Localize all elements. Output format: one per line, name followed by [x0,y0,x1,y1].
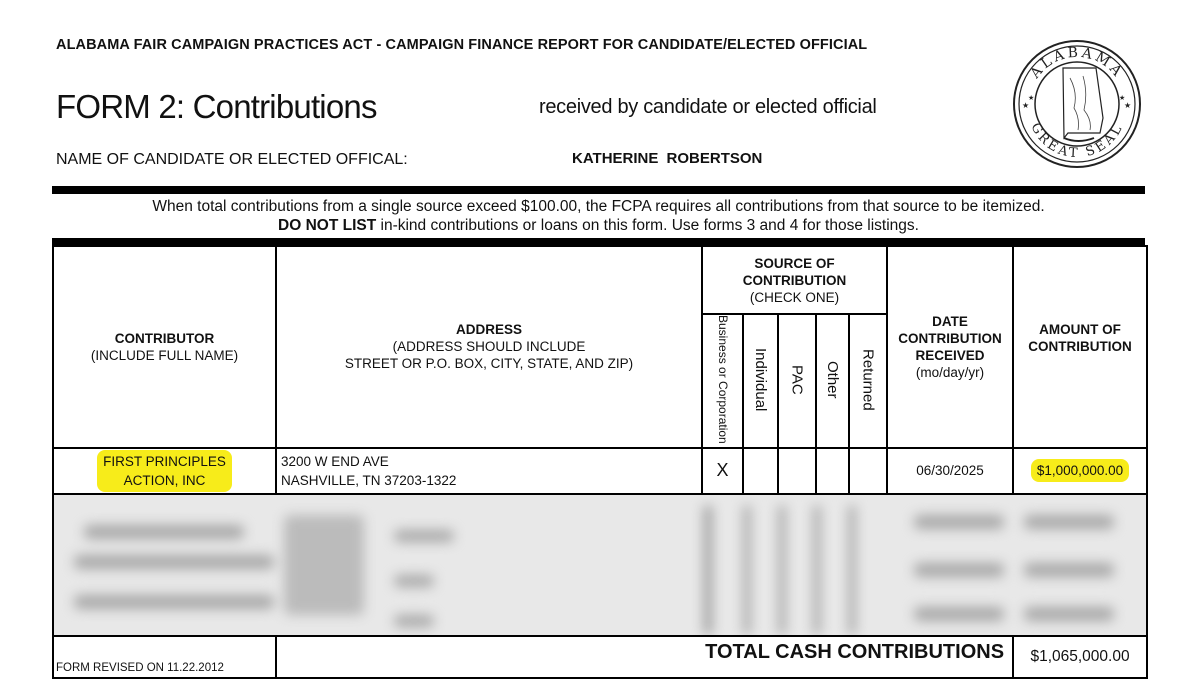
total-cash-label: TOTAL CASH CONTRIBUTIONS [276,636,1013,678]
report-header-title: ALABAMA FAIR CAMPAIGN PRACTICES ACT - CAMPAIGN FINANCE REPORT FOR CANDIDATE/ELECTED OFFICIAL [56,37,868,53]
svg-text:★: ★ [1028,95,1035,102]
candidate-label: NAME OF CANDIDATE OR ELECTED OFFICAL: [56,151,408,168]
total-row [53,636,1147,678]
top-divider-bar [52,186,1145,194]
candidate-name: KATHERINE ROBERTSON [572,150,763,167]
total-cash-value: $1,065,000.00 [1013,636,1147,678]
form-subtitle: received by candidate or elected official [539,96,877,118]
svg-text:GREAT SEAL: GREAT SEAL [1027,120,1127,162]
checkbox-pac[interactable] [778,448,816,494]
amount-highlight: $1,000,000.00 [1031,459,1129,482]
address-cell: 3200 W END AVE NASHVILLE, TN 37203-1322 [276,448,702,494]
date-cell: 06/30/2025 [887,448,1013,494]
column-header-date: DATE CONTRIBUTION RECEIVED (mo/day/yr) [887,246,1013,448]
redacted-area [53,494,1147,636]
column-header-amount: AMOUNT OF CONTRIBUTION [1013,246,1147,448]
contributor-cell [53,448,276,494]
column-header-contributor: CONTRIBUTOR (INCLUDE FULL NAME) [53,246,276,448]
itemization-notice [52,197,1145,235]
column-header-source: SOURCE OF CONTRIBUTION (CHECK ONE) [702,246,887,314]
source-option-individual: Individual [743,314,778,448]
column-header-address: ADDRESS (ADDRESS SHOULD INCLUDE STREET OR P.O. BOX, CITY, STATE, AND ZIP) [276,246,702,448]
source-option-business: Business or Corporation [702,314,743,448]
checkbox-other[interactable] [816,448,849,494]
notice-line-1: When total contributions from a single source exceed $100.00, the FCPA requires all contributions from that source to be itemized. [152,198,1045,215]
redacted-rows [53,494,1147,636]
notice-warning: DO NOT LIST [278,217,377,234]
svg-text:ALABAMA: ALABAMA [1027,44,1127,82]
checkbox-individual[interactable] [743,448,778,494]
source-option-other: Other [816,314,849,448]
form-revised-note: FORM REVISED ON 11.22.2012 [53,636,276,678]
redaction-blur [54,495,1146,635]
source-option-returned: Returned [849,314,887,448]
source-option-pac: PAC [778,314,816,448]
checkbox-returned[interactable] [849,448,887,494]
svg-text:★: ★ [1124,101,1132,110]
svg-text:★: ★ [1119,95,1126,102]
svg-text:★: ★ [1022,101,1030,110]
notice-line-2: DO NOT LIST in-kind contributions or loans on this form. Use forms 3 and 4 for those listings. [278,217,919,234]
alabama-great-seal-icon [1008,38,1146,170]
table-row [53,448,1147,494]
amount-cell [1013,448,1147,494]
contributions-table [52,245,1148,679]
checkbox-business[interactable]: X [702,448,743,494]
contributor-name-highlight: FIRST PRINCIPLES ACTION, INC [97,450,232,492]
form-title: FORM 2: Contributions [56,88,377,125]
